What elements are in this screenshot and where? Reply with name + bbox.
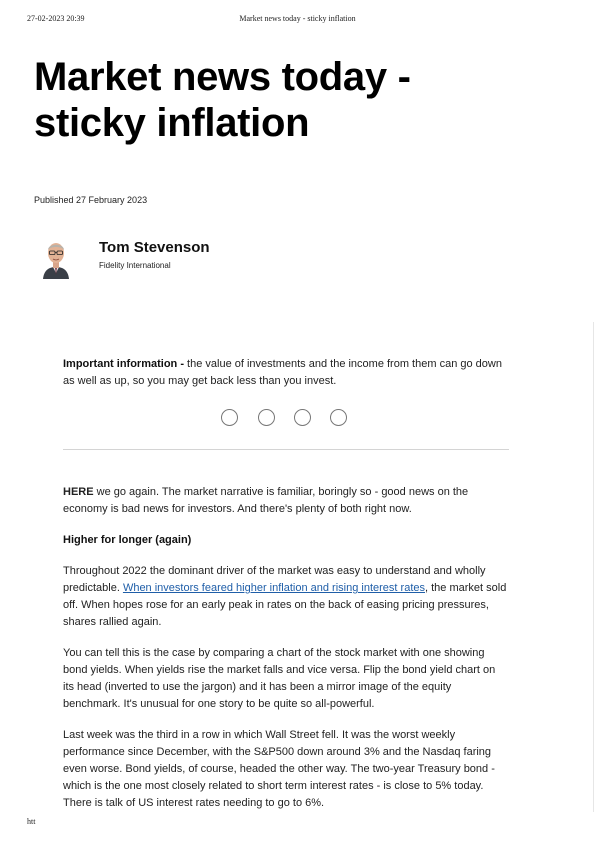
share-icon-2[interactable] bbox=[258, 409, 275, 426]
print-footer-url: htt bbox=[27, 817, 36, 826]
article-headline bbox=[34, 54, 554, 146]
paragraph-3: Last week was the third in a row in which Wall Street fell. It was the worst weekly performance since December, with the S&P500 down around 3% and the Nasdaq faring even worse. Bond yields, of course, headed the other way. The two-year Treasury bond - which is the one most closely related to short term interest rates - is close to 5% today. There is talk of US interest rates needing to go to 6%. bbox=[63, 729, 495, 809]
paragraph-2: You can tell this is the case by comparing a chart of the stock market with one showing bond yields. When yields rise the market falls and vice versa. Flip the bond yield chart on its head (inverted to use the jargon) and it has been a mirror image of the equity benchmark. It's unusual for one story to be quite so all-powerful. bbox=[63, 647, 496, 710]
intro-lead: HERE bbox=[63, 486, 94, 498]
inflation-rates-link[interactable]: When investors feared higher inflation and rising interest rates bbox=[122, 582, 425, 594]
author-avatar bbox=[40, 237, 72, 279]
important-text: the value of investments and the income from them can go down as well as up, so you may get back less than you invest. bbox=[63, 358, 502, 387]
article-body bbox=[63, 484, 509, 826]
share-icon-1[interactable] bbox=[221, 409, 238, 426]
author-block bbox=[40, 237, 340, 283]
important-information bbox=[63, 356, 509, 390]
share-icon-4[interactable] bbox=[330, 409, 347, 426]
author-name[interactable]: Tom Stevenson bbox=[99, 239, 210, 256]
section-divider bbox=[63, 449, 509, 450]
share-buttons bbox=[221, 409, 361, 431]
important-label: Important information - bbox=[63, 358, 184, 370]
intro-paragraph bbox=[63, 484, 509, 518]
published-date: Published 27 February 2023 bbox=[34, 195, 148, 205]
headline-line-2: sticky inflation bbox=[34, 101, 310, 145]
print-header bbox=[27, 14, 568, 26]
subheading: Higher for longer (again) bbox=[63, 534, 192, 546]
author-organisation: Fidelity International bbox=[99, 261, 171, 270]
page-edge-divider bbox=[593, 322, 594, 812]
share-icon-3[interactable] bbox=[294, 409, 311, 426]
paragraph-1-after: , the market sold off. When hopes rose for an early peak in rates on the back of easing pricing pressures, shares rallied again. bbox=[63, 582, 507, 628]
headline-line-1: Market news today - bbox=[34, 55, 411, 99]
print-datetime: 27-02-2023 20:39 bbox=[27, 14, 85, 23]
intro-text: we go again. The market narrative is familiar, boringly so - good news on the economy is bad news for investors. And there's plenty of both right now. bbox=[63, 486, 469, 515]
paragraph-1 bbox=[63, 563, 509, 631]
print-page-title: Market news today - sticky inflation bbox=[239, 14, 356, 23]
paragraph-1-before: Throughout 2022 the dominant driver of the market was easy to understand and wholly predictable. bbox=[63, 565, 486, 594]
